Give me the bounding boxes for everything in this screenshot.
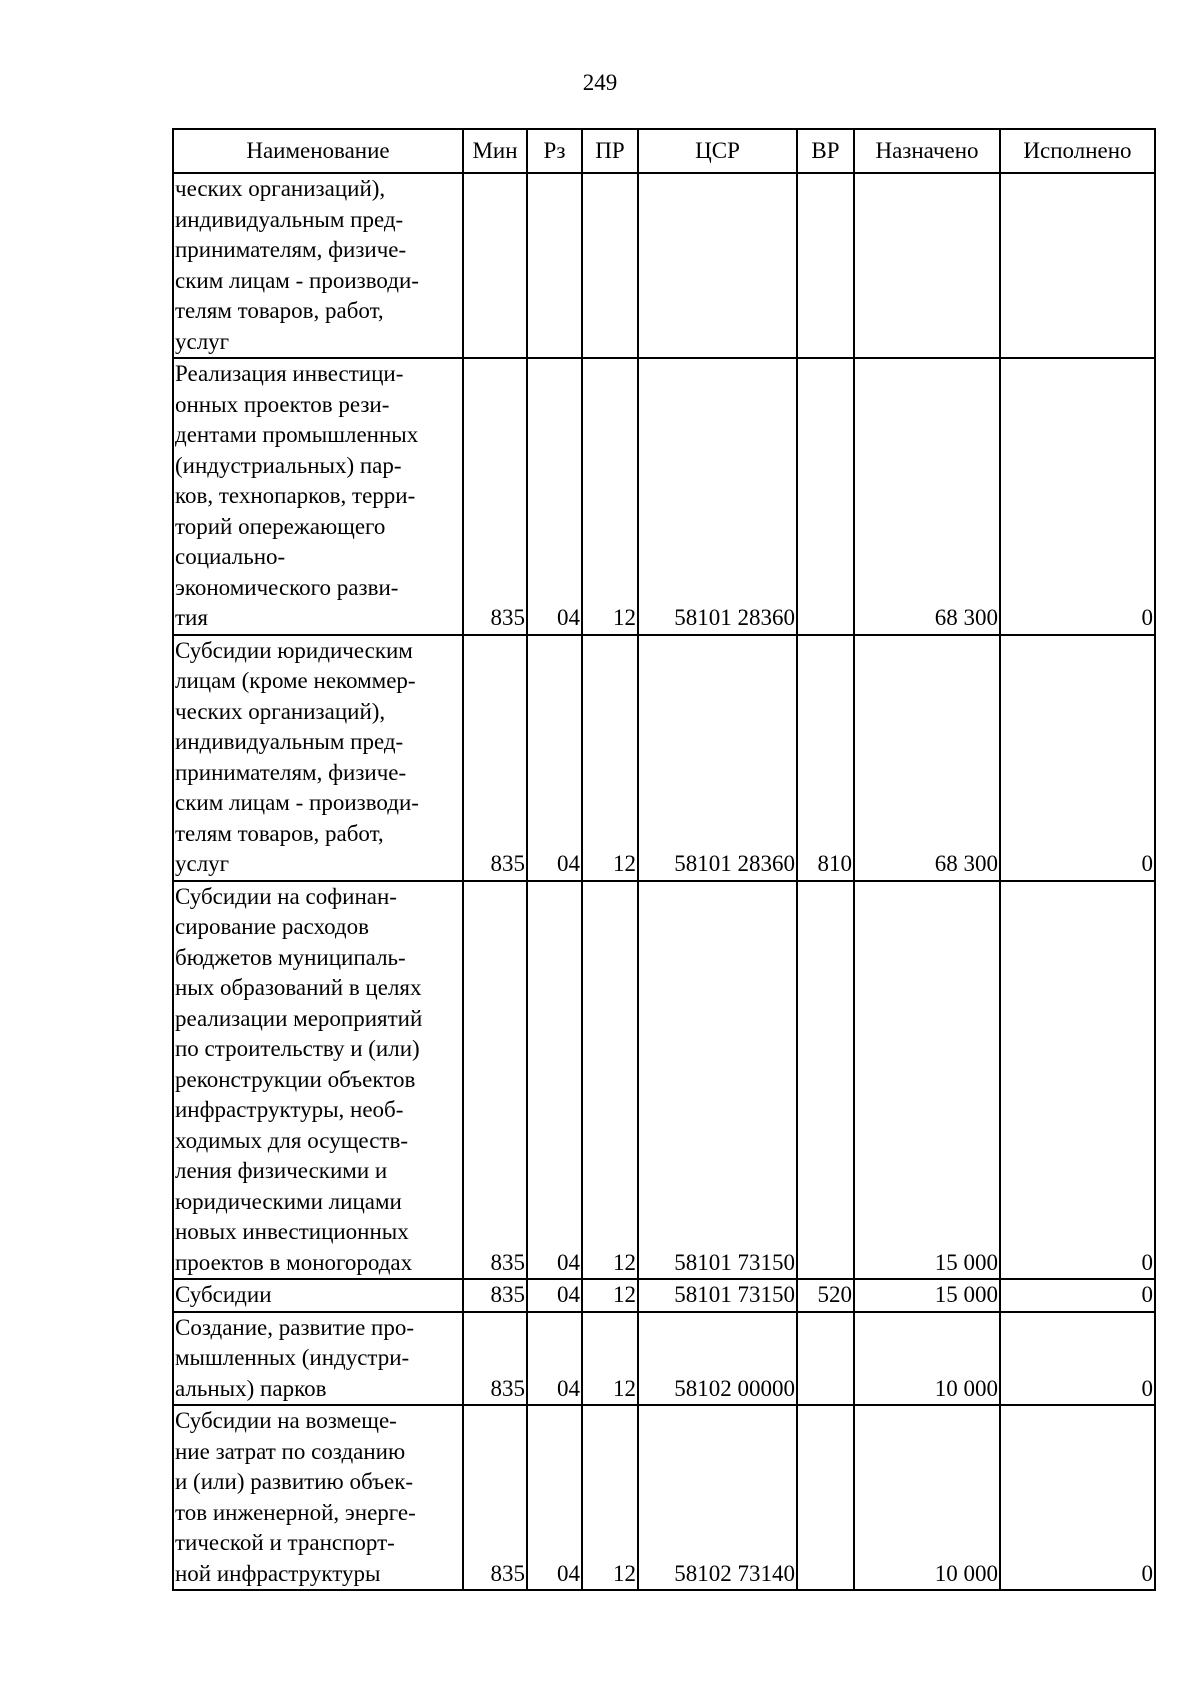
- name-line: онных проектов рези-: [175, 391, 390, 417]
- cell-rz: 04: [527, 1312, 582, 1406]
- cell-vr: 810: [797, 635, 854, 881]
- name-line: мышленных (индустри-: [175, 1345, 410, 1370]
- cell-name: [173, 1279, 463, 1312]
- name-line: принимателям, физиче-: [175, 759, 407, 785]
- name-line: ческих организаций),: [175, 176, 386, 201]
- cell-name: [173, 358, 463, 635]
- name-line: новых инвестиционных: [175, 1219, 409, 1244]
- name-line: Субсидии на софинан-: [175, 883, 397, 909]
- cell-min: 835: [463, 881, 527, 1280]
- name-line: принимателям, физиче-: [175, 237, 407, 262]
- name-line: ским лицам - производи-: [175, 267, 419, 293]
- cell-assigned: 15 000: [854, 881, 1000, 1280]
- cell-assigned: 68 300: [854, 358, 1000, 635]
- cell-csr: 58102 00000: [638, 1312, 797, 1406]
- cell-executed: 0: [1000, 881, 1155, 1280]
- table-header-row: [173, 129, 1155, 173]
- cell-min: 835: [463, 358, 527, 635]
- name-line: телям товаров, работ,: [175, 298, 384, 323]
- cell-executed: 0: [1000, 635, 1155, 881]
- cell-assigned: 10 000: [854, 1312, 1000, 1406]
- name-line: индивидуальным пред-: [175, 206, 404, 232]
- cell-assigned: 10 000: [854, 1405, 1000, 1590]
- name-line: Субсидии на возмеще-: [175, 1408, 397, 1433]
- cell-executed: 0: [1000, 1405, 1155, 1590]
- name-line: социально-: [175, 544, 286, 569]
- cell-name: [173, 635, 463, 881]
- name-line: реализации мероприятий: [175, 1005, 423, 1031]
- cell-csr: 58101 73150: [638, 881, 797, 1280]
- name-line: ных образований в целях: [175, 975, 422, 1000]
- cell-executed: 0: [1000, 1279, 1155, 1312]
- cell-csr: 58101 73150: [638, 1279, 797, 1312]
- table-body: [173, 173, 1155, 1590]
- cell-min: 835: [463, 1312, 527, 1406]
- cell-name: [173, 173, 463, 358]
- table-row: [173, 635, 1155, 881]
- cell-pr: [582, 173, 638, 358]
- cell-pr: 12: [582, 358, 638, 635]
- name-line: реконструкции объектов: [175, 1066, 416, 1092]
- table-row: [173, 1312, 1155, 1406]
- cell-executed: [1000, 173, 1155, 358]
- cell-pr: 12: [582, 635, 638, 881]
- cell-vr: [797, 1312, 854, 1406]
- table-row: [173, 173, 1155, 358]
- name-line: услуг: [175, 851, 230, 876]
- name-line: юридическими лицами: [175, 1188, 402, 1214]
- name-line: ходимых для осуществ-: [175, 1127, 408, 1153]
- name-line: экономического разви-: [175, 574, 399, 600]
- page-number: 249: [582, 70, 618, 95]
- cell-csr: 58101 28360: [638, 358, 797, 635]
- cell-executed: 0: [1000, 358, 1155, 635]
- name-line: сирование расходов: [175, 914, 369, 939]
- header-min: Мин: [463, 129, 527, 173]
- name-line: и (или) развитию объек-: [175, 1469, 414, 1494]
- cell-csr: 58102 73140: [638, 1405, 797, 1590]
- cell-pr: 12: [582, 1405, 638, 1590]
- name-line: (индустриальных) пар-: [175, 452, 402, 478]
- cell-vr: [797, 173, 854, 358]
- cell-rz: 04: [527, 635, 582, 881]
- table-row: [173, 881, 1155, 1280]
- cell-min: [463, 173, 527, 358]
- cell-rz: 04: [527, 881, 582, 1280]
- header-csr: ЦСР: [638, 129, 797, 173]
- name-line: по строительству и (или): [175, 1036, 420, 1061]
- name-line: проектов в моногородах: [175, 1249, 413, 1275]
- name-line: ной инфраструктуры: [175, 1560, 381, 1586]
- name-line: ние затрат по созданию: [175, 1438, 406, 1464]
- cell-executed: 0: [1000, 1312, 1155, 1406]
- cell-rz: 04: [527, 1405, 582, 1590]
- table-row: [173, 1405, 1155, 1590]
- cell-rz: 04: [527, 1279, 582, 1312]
- cell-assigned: 68 300: [854, 635, 1000, 881]
- cell-min: 835: [463, 1405, 527, 1590]
- name-line: бюджетов муниципаль-: [175, 944, 406, 970]
- name-line: Субсидии: [175, 1282, 272, 1307]
- name-line: Субсидии юридическим: [175, 637, 413, 663]
- cell-name: [173, 881, 463, 1280]
- table-row: [173, 358, 1155, 635]
- name-line: телям товаров, работ,: [175, 820, 384, 846]
- cell-name: [173, 1405, 463, 1590]
- cell-pr: 12: [582, 1312, 638, 1406]
- name-line: ским лицам - производи-: [175, 790, 419, 815]
- name-line: ков, технопарков, терри-: [175, 483, 416, 508]
- name-line: тической и транспорт-: [175, 1530, 395, 1555]
- cell-vr: [797, 1405, 854, 1590]
- cell-vr: [797, 358, 854, 635]
- name-line: альных) парков: [175, 1375, 327, 1401]
- cell-csr: 58101 28360: [638, 635, 797, 881]
- cell-csr: [638, 173, 797, 358]
- name-line: лицам (кроме некоммер-: [175, 668, 416, 693]
- budget-table: [172, 128, 1156, 1591]
- name-line: ческих организаций),: [175, 698, 386, 724]
- cell-name: [173, 1312, 463, 1406]
- cell-rz: [527, 173, 582, 358]
- name-line: услуг: [175, 328, 230, 354]
- cell-assigned: [854, 173, 1000, 358]
- cell-pr: 12: [582, 881, 638, 1280]
- cell-pr: 12: [582, 1279, 638, 1312]
- name-line: индивидуальным пред-: [175, 729, 404, 754]
- header-pr: ПР: [582, 129, 638, 173]
- cell-assigned: 15 000: [854, 1279, 1000, 1312]
- cell-min: 835: [463, 635, 527, 881]
- cell-rz: 04: [527, 358, 582, 635]
- cell-vr: [797, 881, 854, 1280]
- header-assigned: Назначено: [854, 129, 1000, 173]
- name-line: инфраструктуры, необ-: [175, 1097, 404, 1122]
- name-line: тия: [175, 605, 208, 630]
- header-vr: ВР: [797, 129, 854, 173]
- header-executed: Исполнено: [1000, 129, 1155, 173]
- cell-vr: 520: [797, 1279, 854, 1312]
- name-line: дентами промышленных: [175, 422, 419, 447]
- name-line: Создание, развитие про-: [175, 1314, 414, 1340]
- name-line: тов инженерной, энерге-: [175, 1499, 416, 1525]
- name-line: торий опережающего: [175, 513, 386, 539]
- table-row: [173, 1279, 1155, 1312]
- header-rz: Рз: [527, 129, 582, 173]
- name-line: ления физическими и: [175, 1158, 388, 1183]
- header-name: Наименование: [173, 129, 463, 173]
- name-line: Реализация инвестици-: [175, 361, 404, 386]
- cell-min: 835: [463, 1279, 527, 1312]
